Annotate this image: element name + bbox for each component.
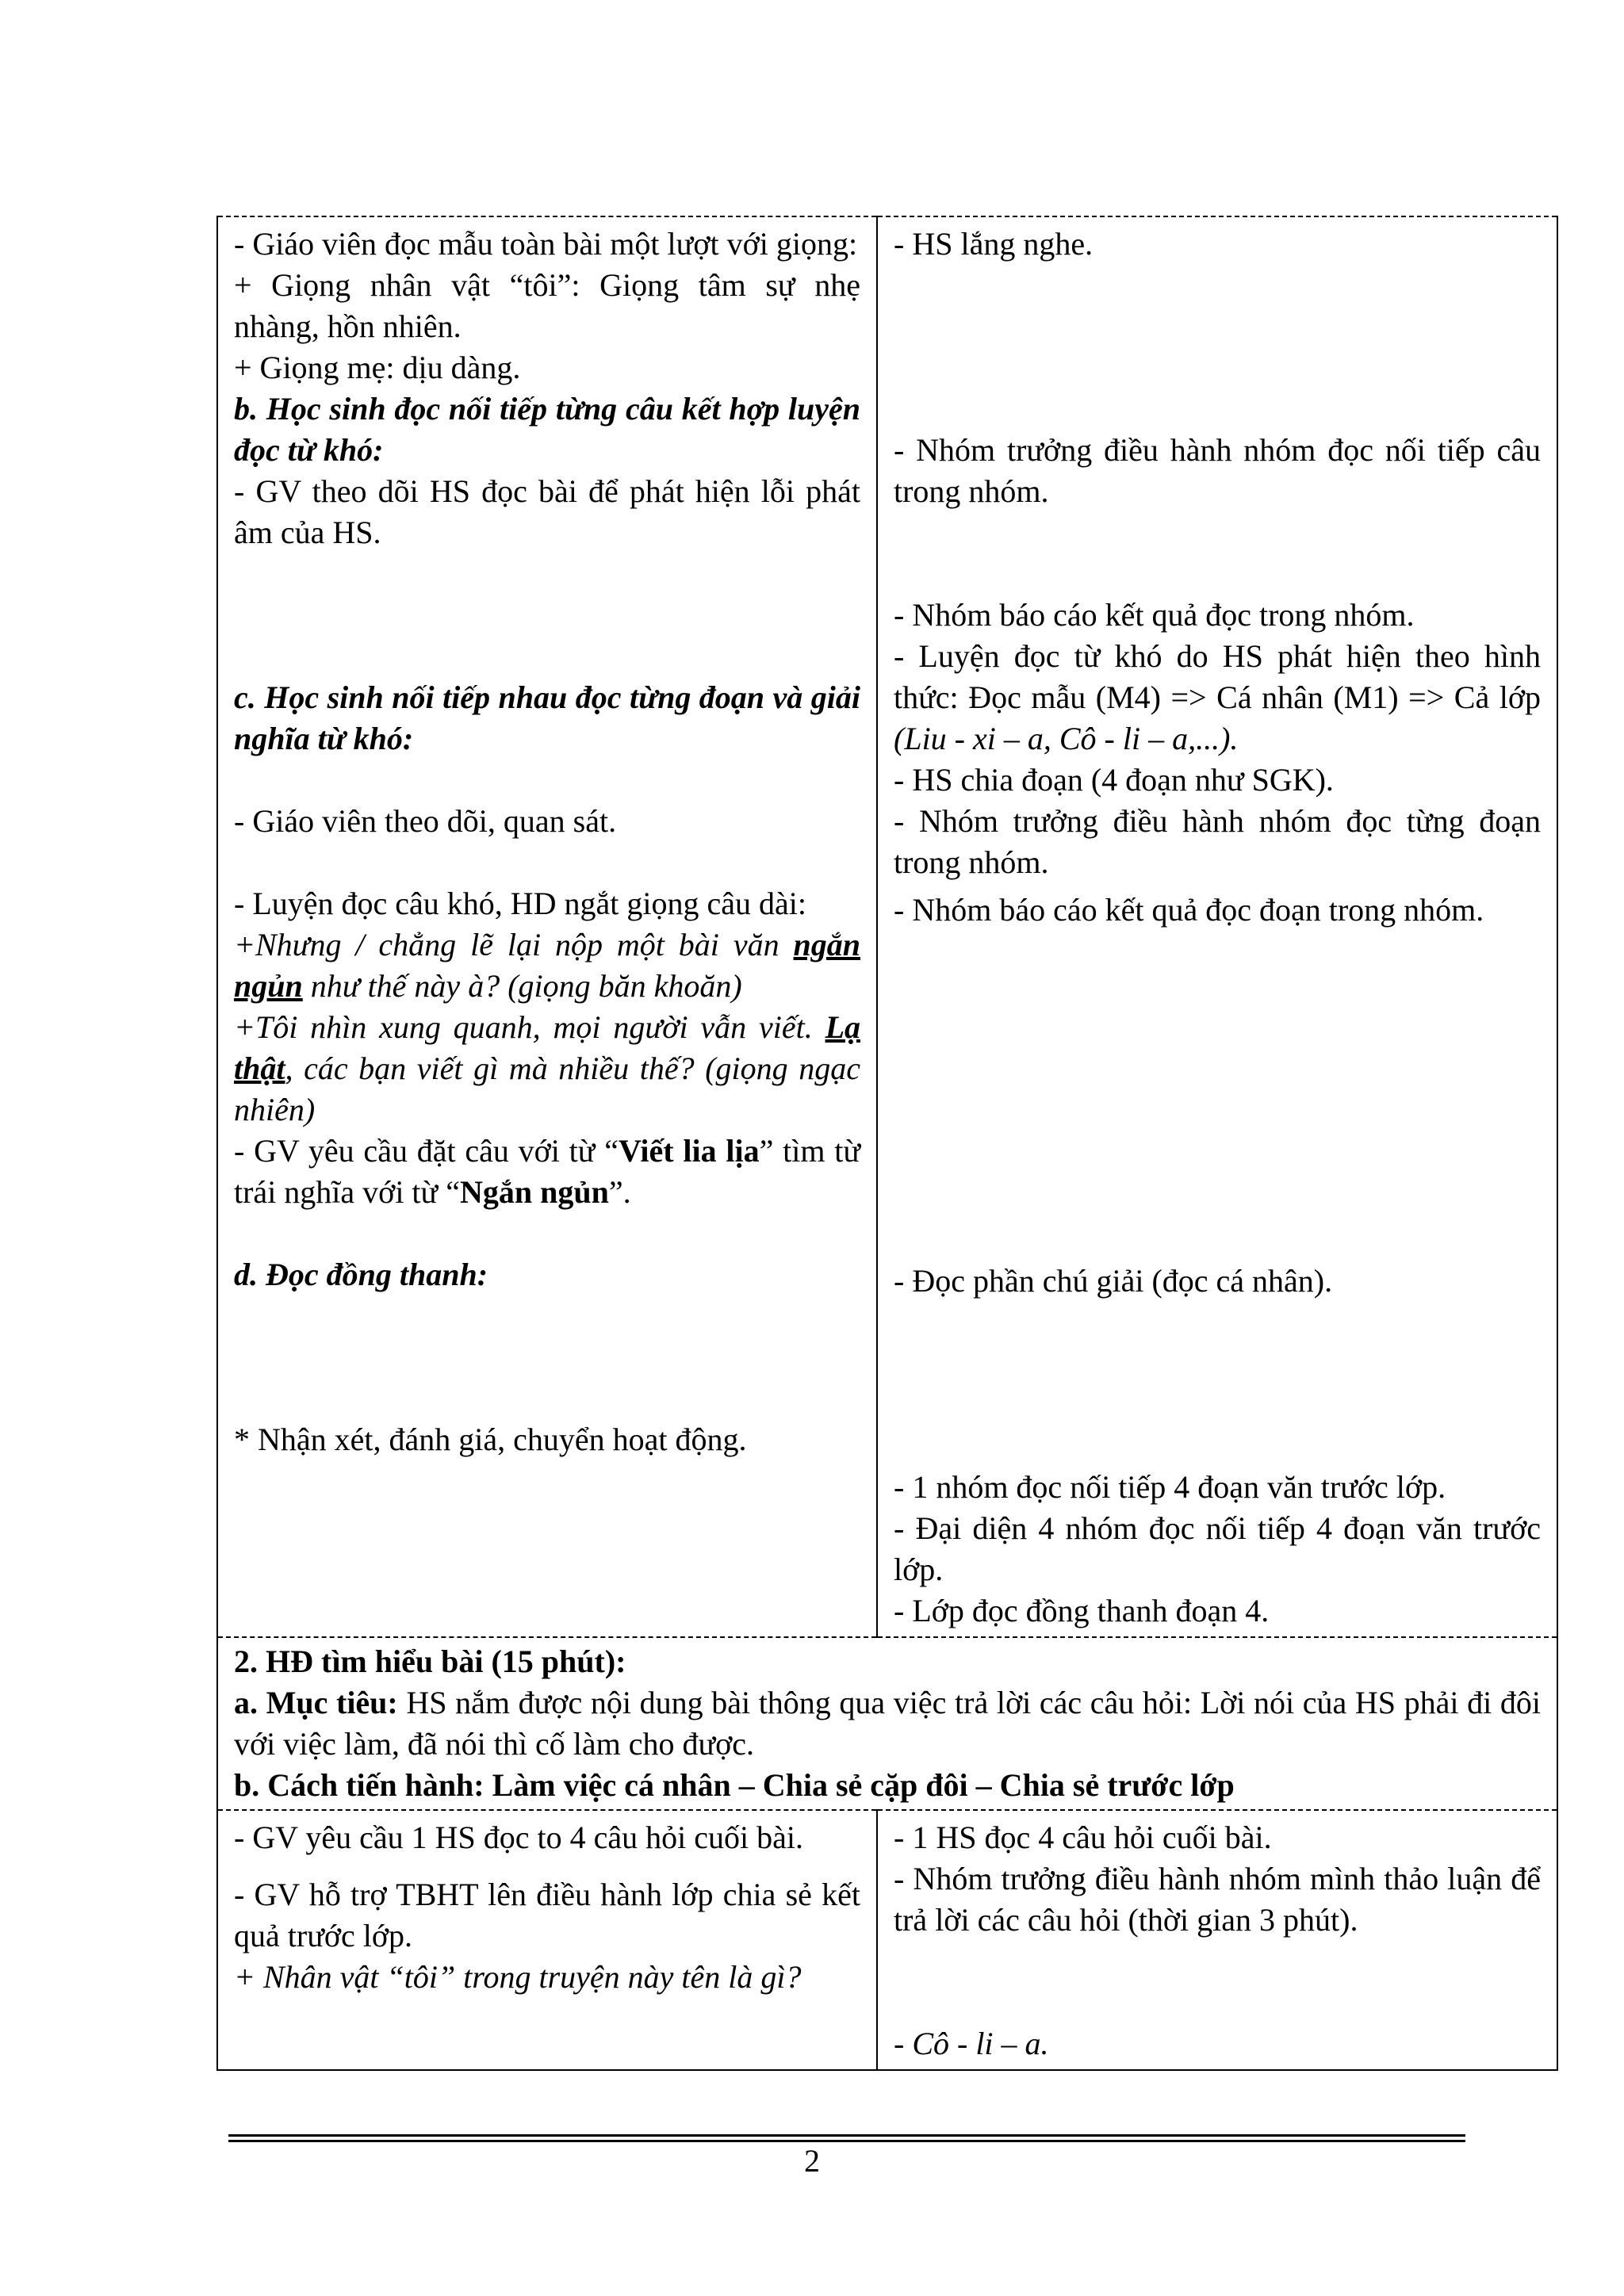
reading-model: - Giáo viên đọc mẫu toàn bài một lượt với giọng:: [234, 226, 858, 262]
hard-sentence-instruction: - Luyện đọc câu khó, HD ngắt giọng câu dài:: [234, 886, 807, 921]
read-glossary: - Đọc phần chú giải (đọc cá nhân).: [894, 1263, 1333, 1299]
review-note: * Nhận xét, đánh giá, chuyển hoạt động.: [234, 1422, 747, 1457]
split-paragraphs: - HS chia đoạn (4 đoạn như SGK).: [894, 762, 1334, 798]
heading-d: d. Đọc đồng thanh:: [234, 1257, 488, 1292]
teacher-column: [217, 216, 877, 1637]
group-report-paragraph: - Nhóm báo cáo kết quả đọc đoạn trong nhóm.: [894, 892, 1484, 928]
heading-b: b. Học sinh đọc nối tiếp từng câu kết hợp luyện đọc từ khó:: [234, 391, 860, 468]
word-task: - GV yêu cầu đặt câu với từ “Viết lia lịa” tìm từ trái nghĩa với từ “Ngắn ngủn”.: [234, 1133, 861, 1210]
activity-row-2: [217, 1810, 1557, 2070]
hard-word-practice: - Luyện đọc từ khó do HS phát hiện theo hình thức: Đọc mẫu (M4) => Cá nhân (M1) => Cả lớp (Liu - xi – a, Cô - li – a,...).: [894, 638, 1541, 756]
teacher-ask-read: - GV yêu cầu 1 HS đọc to 4 câu hỏi cuối bài.: [234, 1820, 803, 1855]
voice-narrator: + Giọng nhân vật “tôi”: Giọng tâm sự nhẹ nhàng, hồn nhiên.: [234, 267, 860, 344]
section-2-header: [217, 1637, 1557, 1810]
answer-1: - Cô - li – a.: [894, 2026, 1049, 2061]
lesson-table: [216, 216, 1558, 2071]
group-report: - Nhóm báo cáo kết quả đọc trong nhóm.: [894, 597, 1415, 633]
question-1: + Nhân vật “tôi” trong truyện này tên là gì?: [234, 1959, 802, 1995]
section-2-goal: a. Mục tiêu: HS nắm được nội dung bài thông qua việc trả lời các câu hỏi: Lời nói của HS phải đi đôi với việc làm, đã nói thì cố làm cho được.: [234, 1685, 1541, 1762]
student-column: [877, 216, 1557, 1637]
representatives-read: - Đại diện 4 nhóm đọc nối tiếp 4 đoạn văn trước lớp.: [894, 1510, 1541, 1587]
teacher-observe: - Giáo viên theo dõi, quan sát.: [234, 803, 617, 839]
page-number: 2: [804, 2143, 820, 2179]
group-read-paragraph: - Nhóm trưởng điều hành nhóm đọc từng đoạn trong nhóm.: [894, 803, 1541, 880]
group-read-sentence: - Nhóm trưởng điều hành nhóm đọc nối tiếp câu trong nhóm.: [894, 432, 1541, 509]
teacher-column-2: [217, 1810, 877, 2070]
group-discuss: - Nhóm trưởng điều hành nhóm mình thảo luận để trả lời các câu hỏi (thời gian 3 phút).: [894, 1861, 1541, 1938]
teacher-monitor: - GV theo dõi HS đọc bài để phát hiện lỗi phát âm của HS.: [234, 473, 860, 550]
section-2-title: 2. HĐ tìm hiểu bài (15 phút):: [234, 1644, 626, 1679]
class-chorus: - Lớp đọc đồng thanh đoạn 4.: [894, 1593, 1270, 1628]
student-column-2: [877, 1810, 1557, 2070]
example-sentence-1: +Nhưng / chẳng lẽ lại nộp một bài văn ngắn ngủn như thế này à? (giọng băn khoăn): [234, 927, 860, 1004]
voice-mother: + Giọng mẹ: dịu dàng.: [234, 350, 521, 385]
section-2-method: b. Cách tiến hành: Làm việc cá nhân – Chia sẻ cặp đôi – Chia sẻ trước lớp: [234, 1767, 1235, 1803]
student-read-questions: - 1 HS đọc 4 câu hỏi cuối bài.: [894, 1820, 1272, 1855]
heading-c: c. Học sinh nối tiếp nhau đọc từng đoạn và giải nghĩa từ khó:: [234, 679, 860, 756]
student-listen: - HS lắng nghe.: [894, 226, 1094, 262]
example-sentence-2: +Tôi nhìn xung quanh, mọi người vẫn viết. Lạ thật, các bạn viết gì mà nhiều thế? (giọng ngạc nhiên): [234, 1009, 860, 1127]
teacher-support: - GV hỗ trợ TBHT lên điều hành lớp chia sẻ kết quả trước lớp.: [234, 1877, 860, 1954]
section-2-cell: [217, 1637, 1557, 1810]
group-read-class: - 1 nhóm đọc nối tiếp 4 đoạn văn trước lớp.: [894, 1469, 1446, 1505]
activity-row-1: [217, 216, 1557, 1637]
